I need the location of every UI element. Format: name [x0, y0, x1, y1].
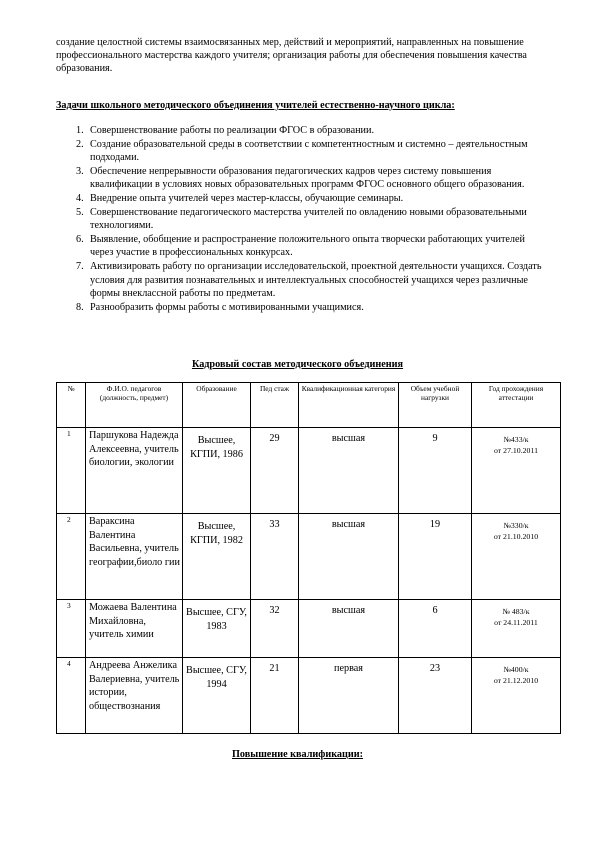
cell-attestation	[472, 428, 561, 514]
header-num: №	[57, 383, 86, 428]
cell-category: высшая	[299, 514, 399, 600]
task-text: Создание образовательной среды в соответствии с компетентностным и системно – деятельностным подходами.	[90, 138, 528, 164]
tasks-heading: Задачи школьного методического объединения учителей естественно-научного цикла:	[56, 100, 455, 111]
header-experience: Пед стаж	[251, 383, 299, 428]
task-number: 1.	[76, 125, 84, 136]
cell-education: Высшее, КГПИ, 1986	[183, 428, 251, 514]
header-name: Ф.И.О. педагогов (должность, предмет)	[86, 383, 183, 428]
header-load: Объем учебной нагрузки	[399, 383, 472, 428]
staff-table	[56, 382, 561, 734]
task-text: Выявление, обобщение и распространение положительного опыта творчески работающих учителей через участие в профессиональных конкурсах.	[90, 233, 525, 259]
task-item	[56, 192, 546, 206]
cell-load: 23	[399, 658, 472, 734]
cell-attestation	[472, 600, 561, 658]
intro-paragraph: создание целостной системы взаимосвязанных мер, действий и мероприятий, направленных на повышение профессионального мастерства каждого учителя; организация работы для обеспечения повышения качества образования.	[56, 37, 527, 74]
attestation-number: №433/к	[503, 435, 529, 444]
attestation-number: №400/к	[503, 665, 529, 674]
header-category: Квалификационная категория	[299, 383, 399, 428]
cell-experience: 29	[251, 428, 299, 514]
attestation-number: №330/к	[503, 521, 529, 530]
attestation-date: от 24.11.2011	[494, 618, 538, 627]
task-item	[56, 138, 546, 165]
task-number: 3.	[76, 165, 84, 177]
task-number: 2.	[76, 138, 84, 150]
cell-experience: 32	[251, 600, 299, 658]
task-number: 6.	[76, 233, 84, 245]
header-education: Образование	[183, 383, 251, 428]
table-row	[57, 600, 561, 658]
task-number: 5.	[76, 206, 84, 218]
cell-num: 4	[57, 658, 86, 734]
cell-num: 3	[57, 600, 86, 658]
tasks-list	[56, 124, 546, 314]
attestation-date: от 21.12.2010	[493, 676, 539, 685]
task-text: Обеспечение непрерывности образования педагогических кадров через систему повышения квалификации в условиях новых образовательных программ ФГОС основного общего образования.	[90, 165, 525, 191]
task-number: 4.	[76, 192, 84, 204]
cell-load: 9	[399, 428, 472, 514]
task-number: 8.	[76, 301, 84, 313]
task-item	[56, 260, 546, 301]
task-item	[56, 301, 546, 315]
cell-attestation	[472, 658, 561, 734]
cell-education: Высшее, КГПИ, 1982	[183, 514, 251, 600]
header-attestation: Год прохождения аттестации	[472, 383, 561, 428]
qualification-heading: Повышение квалификации:	[231, 749, 364, 760]
task-text: Активизировать работу по организации исследовательской, проектной деятельности учащихся. Создать условия для развития познавательных и интеллектуальных способностей учащихся через различные формы внеклассной работы по предметам.	[90, 260, 542, 300]
task-text: Совершенствование работы по реализации ФГОС в образовании.	[90, 125, 374, 136]
attestation-date: от 27.10.2011	[494, 446, 538, 455]
staff-heading: Кадровый состав методического объединения	[191, 359, 404, 370]
cell-category: первая	[299, 658, 399, 734]
cell-category: высшая	[299, 600, 399, 658]
attestation-number: № 483/к	[502, 607, 530, 616]
attestation-date: от 21.10.2010	[493, 532, 539, 541]
cell-load: 19	[399, 514, 472, 600]
cell-education: Высшее, СГУ, 1994	[183, 658, 251, 734]
cell-education: Высшее, СГУ, 1983	[183, 600, 251, 658]
task-item	[56, 165, 546, 192]
cell-category: высшая	[299, 428, 399, 514]
task-text: Внедрение опыта учителей через мастер-классы, обучающие семинары.	[90, 192, 404, 204]
task-text: Разнообразить формы работы с мотивированными учащимися.	[90, 301, 364, 313]
cell-name: Можаева Валентина Михайловна, учитель химии	[86, 600, 183, 658]
table-header-row	[57, 383, 561, 428]
table-row	[57, 658, 561, 734]
cell-experience: 21	[251, 658, 299, 734]
task-text: Совершенствование педагогического мастерства учителей по овладению новыми образовательными технологиями.	[90, 206, 527, 232]
table-row	[57, 514, 561, 600]
task-item	[56, 124, 546, 138]
cell-num: 1	[57, 428, 86, 514]
cell-name: Вараксина Валентина Васильевна, учитель географии,биоло гии	[86, 514, 183, 600]
table-row	[57, 428, 561, 514]
task-number: 7.	[76, 260, 84, 272]
task-item	[56, 233, 546, 260]
cell-name: Андреева Анжелика Валериевна, учитель истории, обществознания	[86, 658, 183, 734]
cell-name: Паршукова Надежда Алексеевна, учитель биологии, экологии	[86, 428, 183, 514]
cell-experience: 33	[251, 514, 299, 600]
cell-attestation	[472, 514, 561, 600]
task-item	[56, 206, 546, 233]
cell-num: 2	[57, 514, 86, 600]
cell-load: 6	[399, 600, 472, 658]
